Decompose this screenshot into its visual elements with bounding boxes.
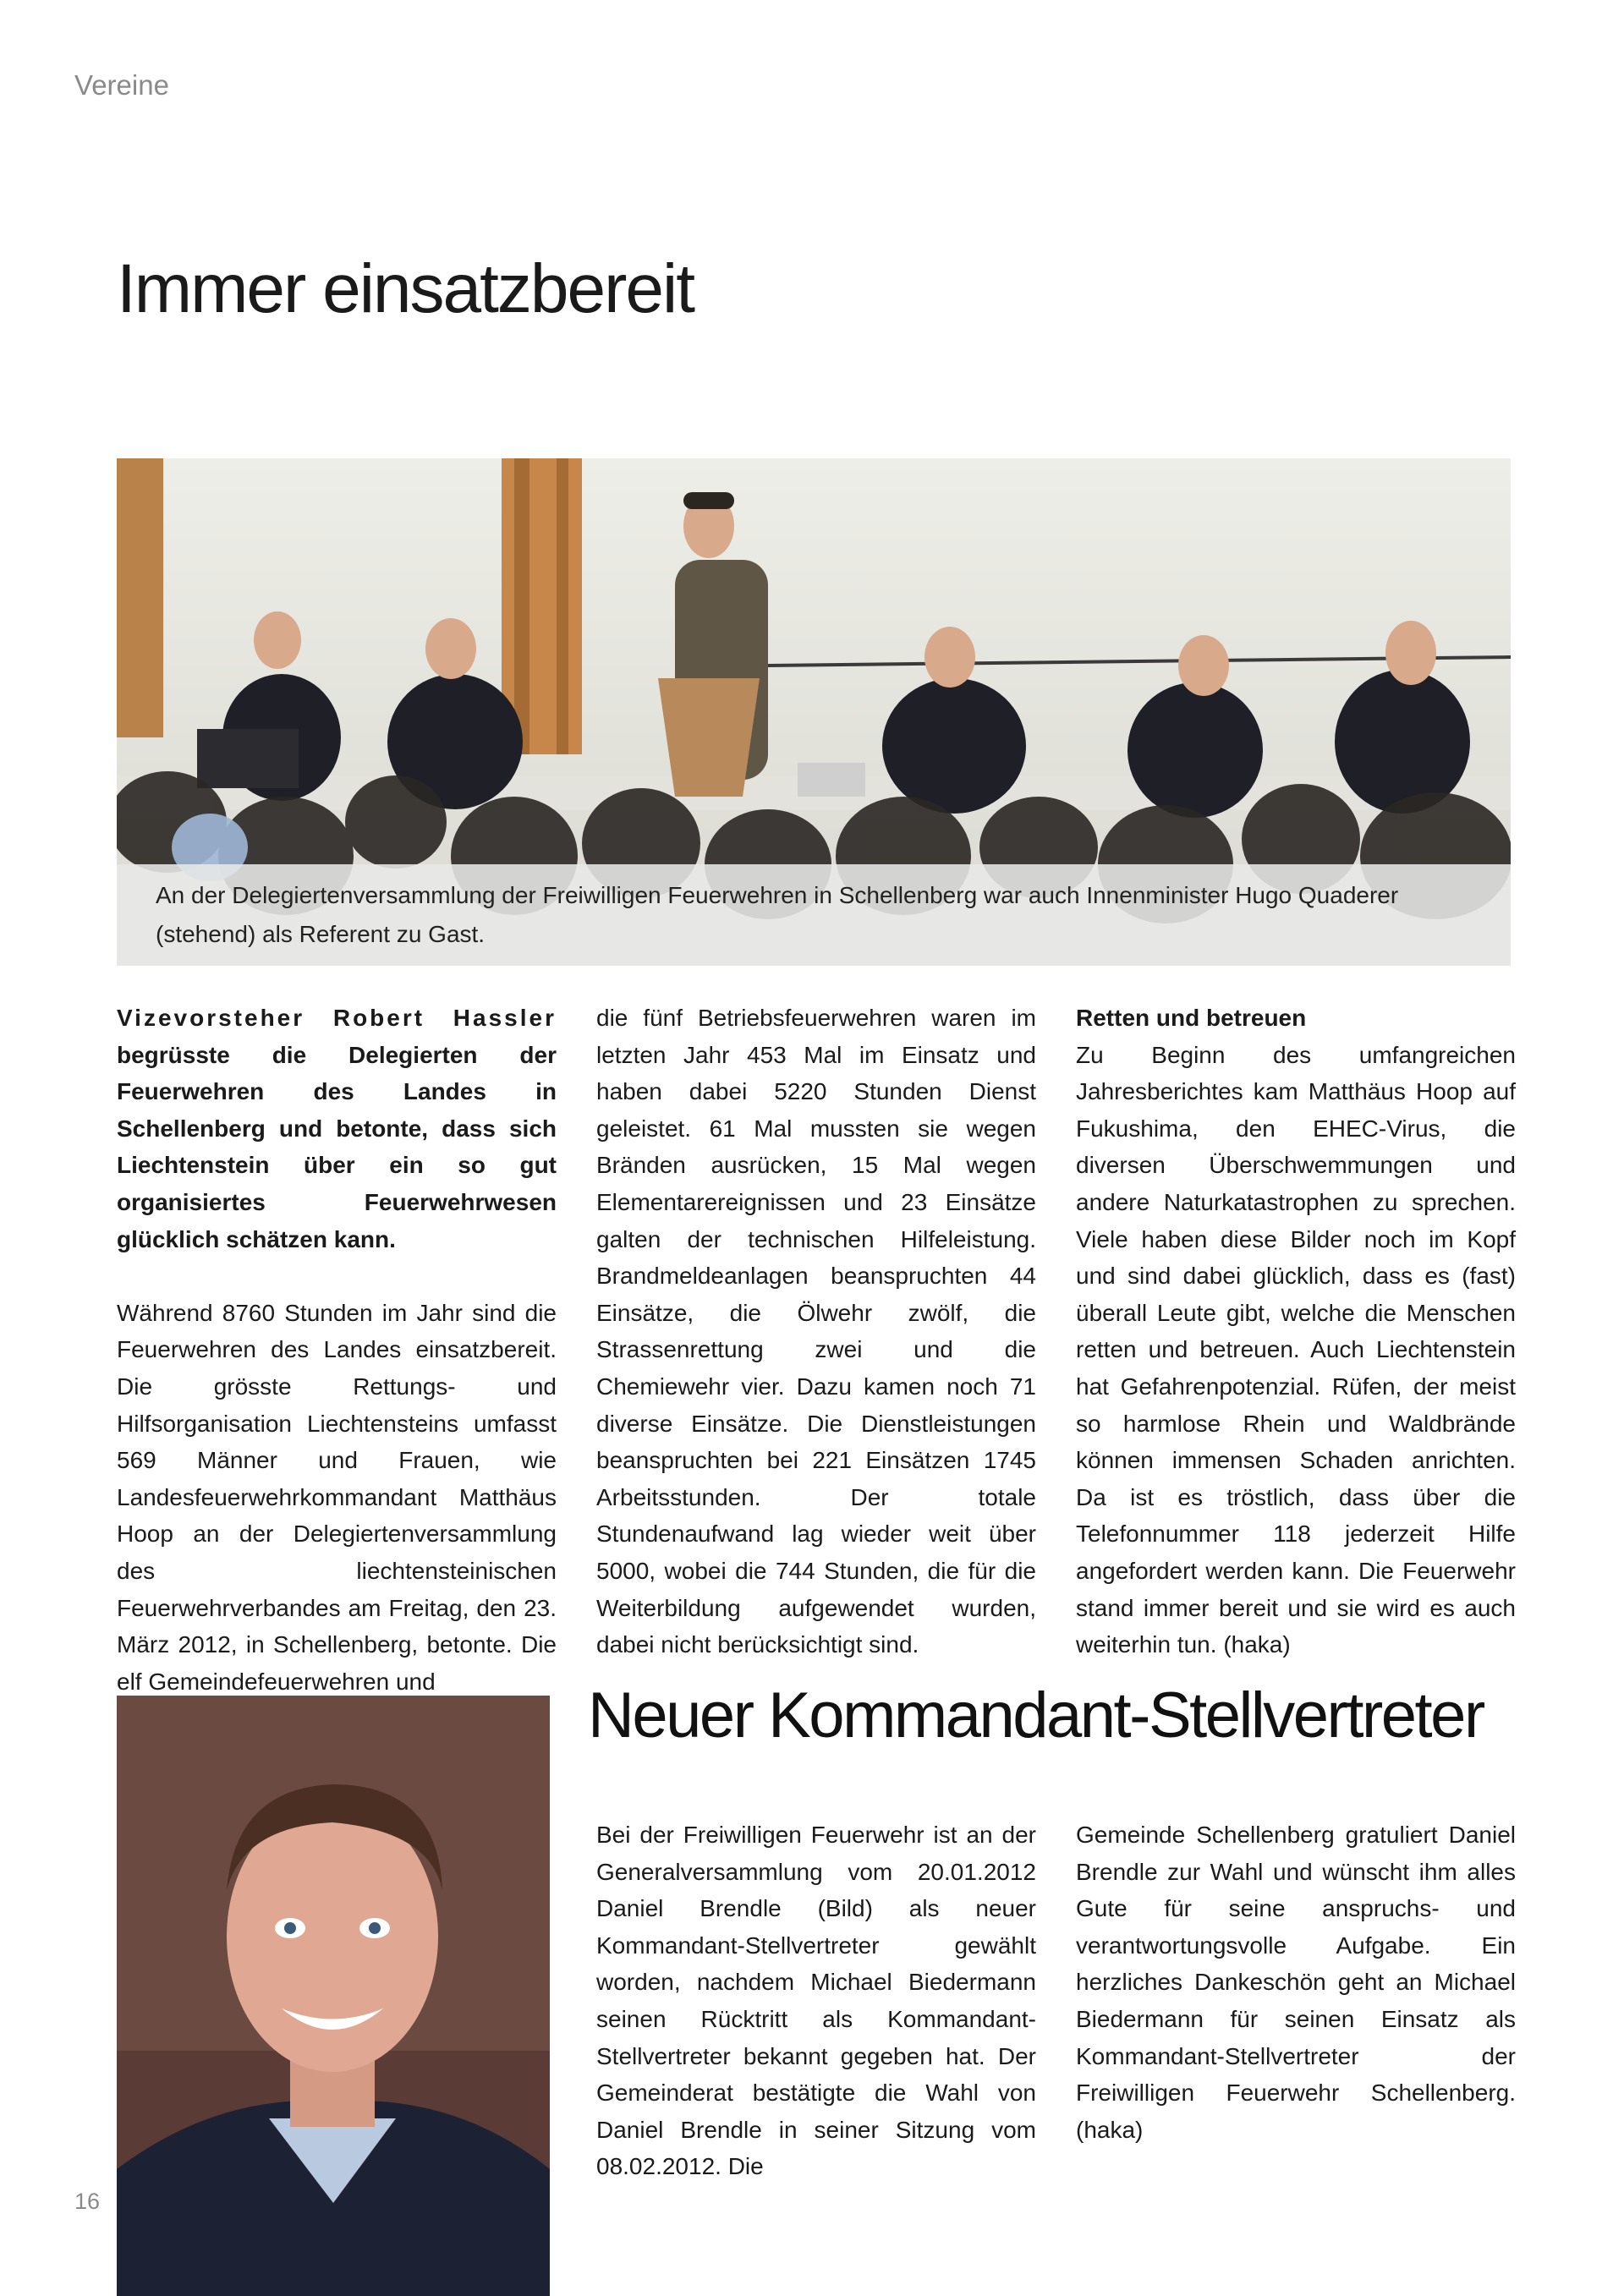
section-label: Vereine bbox=[74, 69, 169, 101]
article1-column-1 bbox=[117, 1000, 557, 1700]
assembly-photo bbox=[117, 458, 1511, 966]
lead-first-line: Vizevorsteher Robert Hassler bbox=[117, 1005, 557, 1031]
body-paragraph: Bei der Freiwilligen Feuerwehr ist an der Generalversammlung vom 20.01.2012 Daniel Brendle (Bild) als neuer Kommandant-Stellvertreter gewählt worden, nachdem Michael Biedermann seinen Rücktritt als Kommandant-Stellvertreter bekannt gegeben hat. Der Gemeinderat bestätigte die Wahl von Daniel Brendle in seiner Sitzung vom 08.02.2012. Die bbox=[596, 1822, 1036, 2180]
article2-column-2 bbox=[1076, 1817, 1516, 2148]
lead-paragraph bbox=[117, 1000, 557, 1258]
article2-title: Neuer Kommandant-Stellvertreter bbox=[588, 1680, 1484, 1751]
photo-caption bbox=[117, 864, 1511, 966]
subheading: Retten und betreuen bbox=[1076, 1005, 1307, 1031]
article2-column-1 bbox=[596, 1817, 1036, 2185]
article1-column-2 bbox=[596, 1000, 1036, 1663]
body-paragraph: Gemeinde Schellenberg gratuliert Daniel Brendle zur Wahl und wünscht ihm alles Gute für seine anspruchs- und verantwortungsvolle Aufgabe. Ein herzliches Dankeschön geht an Michael Biedermann für seinen Einsatz als Kommandant-Stellvertreter der Freiwilligen Feuerwehr Schellenberg. (haka) bbox=[1076, 1822, 1516, 2143]
photo-caption-text bbox=[156, 876, 1398, 954]
article1-column-3 bbox=[1076, 1000, 1516, 1663]
body-paragraph: Während 8760 Stunden im Jahr sind die Feuerwehren des Landes einsatzbereit. Die grösste Rettungs- und Hilfsorganisation Liechtensteins umfasst 569 Männer und Frauen, wie Landesfeuerwehrkommandant Matthäus Hoop an der Delegiertenversammlung des liechtensteinischen Feuerwehrverbandes am Freitag, den 23. März 2012, in Schellenberg, betonte. Die elf Gemeindefeuerwehren und bbox=[117, 1299, 557, 1695]
body-paragraph: die fünf Betriebsfeuerwehren waren im letzten Jahr 453 Mal im Einsatz und haben dabei 5220 Stunden Dienst geleistet. 61 Mal mussten sie wegen Bränden ausrücken, 15 Mal wegen Elementarereignissen und 23 Einsätze galten der technischen Hilfeleistung. Brandmeldeanlagen beanspruchten 44 Einsätze, die Ölwehr zwölf, die Strassenrettung zwei und die Chemiewehr vier. Dazu kamen noch 71 diverse Einsätze. Die Dienstleistungen beanspruchten bei 221 Einsätzen 1745 Arbeitsstunden. Der totale Stundenaufwand lag wieder weit über 5000, wobei die 744 Stunden, die für die Weiterbildung aufgewendet wurden, dabei nicht berücksichtigt sind. bbox=[596, 1005, 1036, 1658]
page-number: 16 bbox=[74, 2189, 101, 2214]
lead-rest: begrüsste die Delegierten der Feuerwehren des Landes in Schellenberg und betonte, dass sich Liechtenstein über ein so gut organisiertes Feuerwehrwesen glücklich schätzen kann. bbox=[117, 1041, 557, 1252]
body-paragraph: Zu Beginn des umfangreichen Jahresberichtes kam Matthäus Hoop auf Fukushima, den EHEC-Virus, die diversen Überschwemmungen und andere Naturkatastrophen zu sprechen. Viele haben diese Bilder noch im Kopf und sind dabei glücklich, dass es (fast) überall Leute gibt, welche die Menschen retten und betreuen. Auch Liechtenstein hat Gefahrenpotenzial. Rüfen, der meist so harmlose Rhein und Waldbrände können immensen Schaden anrichten. Da ist es tröstlich, dass über die Telefonnummer 118 jederzeit Hilfe angefordert werden kann. Die Feuerwehr stand immer bereit und sie wird es auch weiterhin tun. (haka) bbox=[1076, 1041, 1516, 1658]
caption-line-1: An der Delegiertenversammlung der Freiwilligen Feuerwehren in Schellenberg war auch Innenminister Hugo Quaderer bbox=[156, 882, 1399, 908]
article-title: Immer einsatzbereit bbox=[117, 250, 694, 327]
portrait-photo-icon bbox=[117, 1696, 550, 2296]
caption-line-2: (stehend) als Referent zu Gast. bbox=[156, 921, 486, 947]
portrait-photo bbox=[117, 1696, 550, 2296]
